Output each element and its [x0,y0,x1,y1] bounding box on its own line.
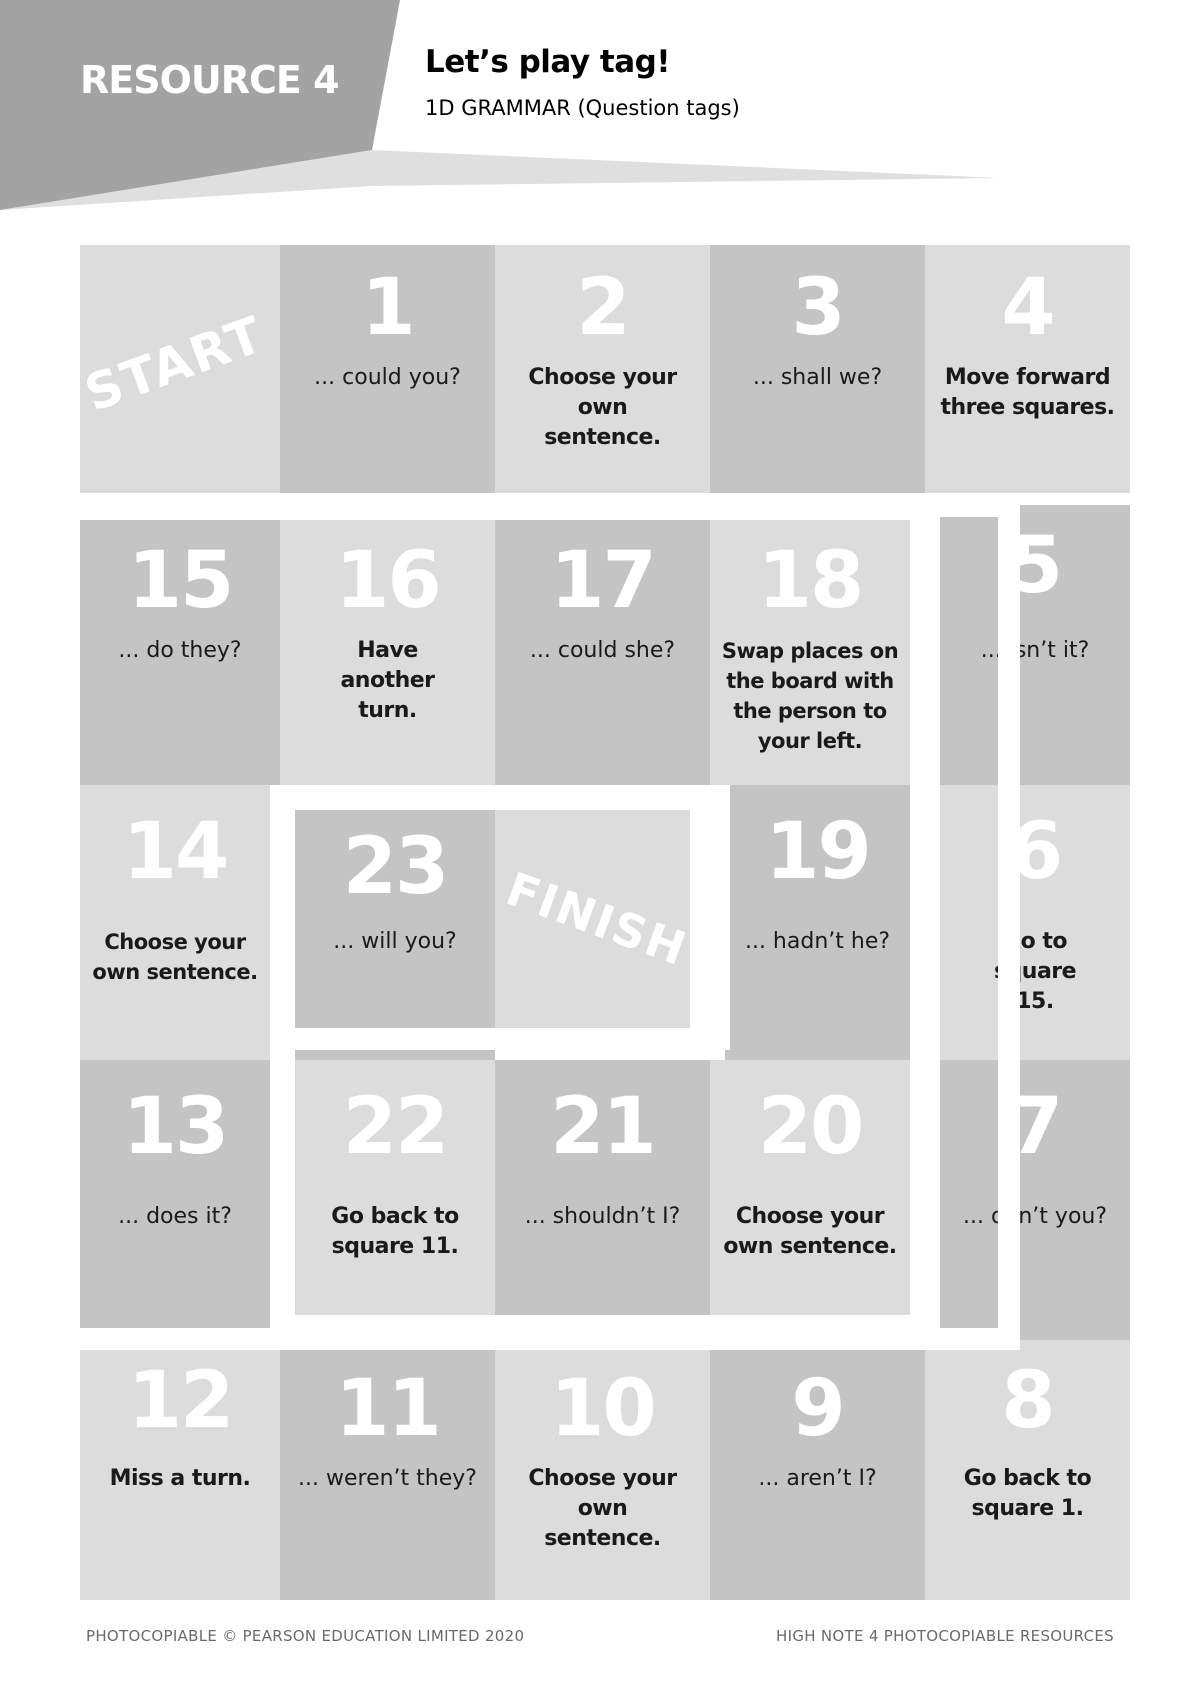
square-text: Move forward three squares. [940,365,1115,420]
square-text: Choose your own sentence. [92,930,258,984]
square-number: 12 [127,1356,233,1446]
game-board [77,245,1130,1600]
finish-label: FINISH [499,861,695,977]
square-4 [925,245,1130,493]
square-text: ... aren’t I? [758,1466,877,1491]
square-text: Have another turn. [340,638,435,723]
footer-copyright: PHOTOCOPIABLE © PEARSON EDUCATION LIMITED 2020 [86,1627,525,1645]
square-12 [80,1340,280,1600]
square-number: 10 [550,1364,655,1454]
square-number: 14 [122,807,228,897]
square-number: 23 [342,822,448,912]
square-text: ... shall we? [752,365,883,390]
square-number: 8 [1001,1356,1054,1446]
square-text: Choose your own sentence. [528,365,677,450]
square-number: 3 [791,263,844,353]
resource-label: RESOURCE 4 [80,58,339,102]
footer-series: HIGH NOTE 4 PHOTOCOPIABLE RESOURCES [776,1627,1114,1645]
square-number: 5 [1008,521,1062,611]
square-number: 18 [757,536,863,626]
square-text: Go to square 15. [993,929,1077,1014]
square-number: 19 [765,807,870,897]
square-text: ... isn’t it? [980,638,1090,663]
square-text: ... shouldn’t I? [524,1204,681,1229]
page-title: Let’s play tag! [425,44,670,80]
square-text: ... could she? [529,638,676,663]
square-3 [710,245,925,493]
start-label: START [77,305,272,423]
page-subtitle: 1D GRAMMAR (Question tags) [425,96,740,120]
square-text: ... will you? [333,929,457,954]
square-2 [495,245,710,493]
square-text: Go back to square 1. [963,1466,1092,1521]
square-8 [925,1340,1130,1600]
square-number: 6 [1008,807,1062,897]
square-9 [710,1340,925,1600]
square-number: 15 [127,536,233,626]
square-text: ... hadn’t he? [744,929,891,954]
square-number: 22 [342,1082,448,1172]
square-10 [495,1340,710,1600]
square-text: ... don’t you? [962,1204,1108,1229]
square-number: 7 [1008,1082,1062,1172]
start-square [77,245,280,493]
square-number: 1 [361,263,414,353]
square-number: 9 [791,1364,844,1454]
square-number: 20 [757,1082,863,1172]
square-text: ... do they? [118,638,242,663]
square-number: 2 [576,263,629,353]
square-text: ... does it? [118,1204,232,1229]
inner-track-border [270,785,730,1050]
square-number: 21 [550,1082,655,1172]
square-text: Choose your own sentence. [528,1466,677,1551]
square-text: Choose your own sentence. [723,1204,897,1259]
square-text: ... could you? [314,365,461,390]
square-text: ... weren’t they? [298,1466,477,1491]
square-1 [280,245,495,493]
square-number: 16 [335,536,440,626]
square-number: 11 [335,1364,440,1454]
square-number: 13 [122,1082,228,1172]
square-number: 17 [550,536,655,626]
square-11 [280,1340,495,1600]
square-text: Swap places on the board with the person to your left. [721,639,899,753]
square-text: Go back to square 11. [331,1204,459,1259]
square-text: Miss a turn. [109,1466,251,1491]
square-number: 4 [1001,263,1054,353]
